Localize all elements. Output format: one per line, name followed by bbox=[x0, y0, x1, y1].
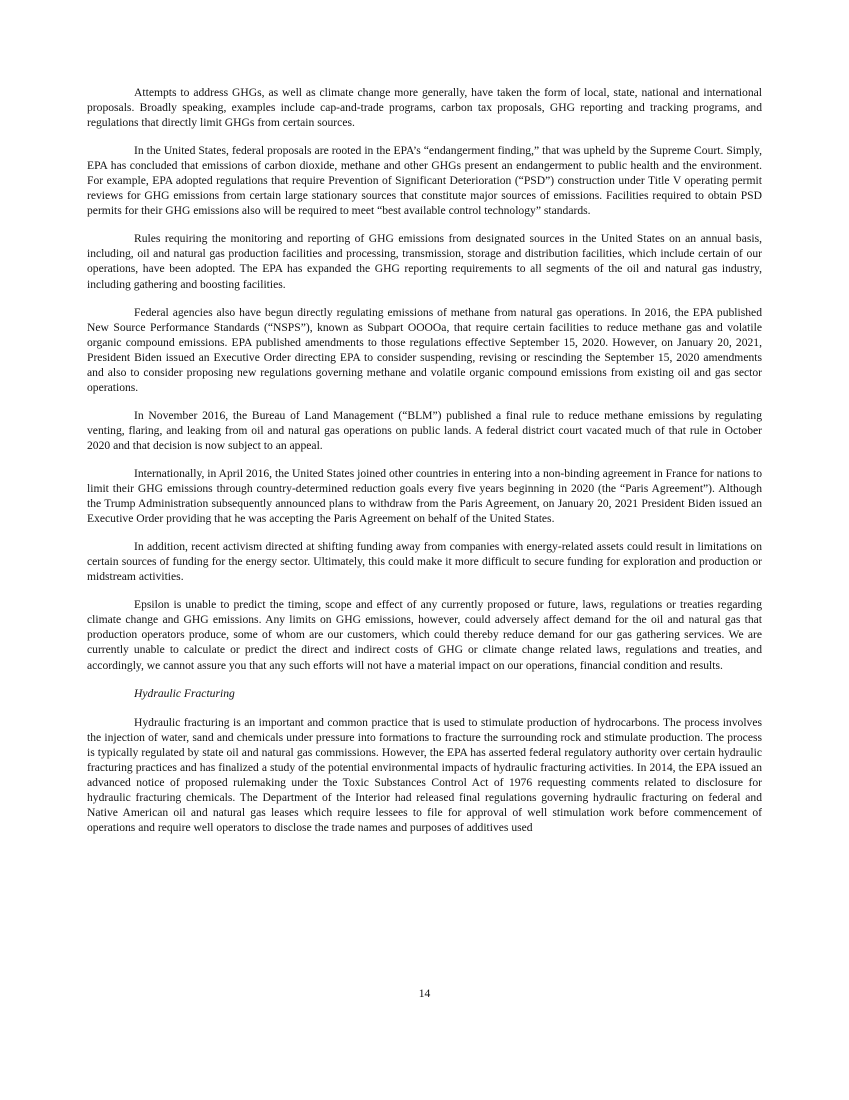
section-heading-hydraulic-fracturing: Hydraulic Fracturing bbox=[134, 686, 235, 700]
paragraph-funding-activism: In addition, recent activism directed at shifting funding away from companies with energy-related assets could result in limitations on certain sources of funding for the energy sector. Ultimately, this could make it more difficult to secure funding for exploration and production or midstream activities. bbox=[87, 540, 762, 584]
paragraph-ghg-proposals: Attempts to address GHGs, as well as climate change more generally, have taken the form of local, state, national and international proposals. Broadly speaking, examples include cap-and-trade programs, carbon tax proposals, GHG reporting and tracking programs, and regulations that directly limit GHGs from certain sources. bbox=[87, 86, 762, 130]
paragraph-epsilon-outlook: Epsilon is unable to predict the timing, scope and effect of any currently proposed or future, laws, regulations or treaties regarding climate change and GHG emissions. Any limits on GHG emissions, however, could adversely affect demand for the oil and natural gas that production operators produce, some of whom are our customers, which could thereby reduce demand for our gas gathering services. We are currently unable to calculate or predict the direct and indirect costs of GHG or climate change related laws, regulations and treaties, and accordingly, we cannot assure you that any such efforts will not have a material impact on our operations, financial condition and results. bbox=[87, 598, 762, 672]
paragraph-blm-rule: In November 2016, the Bureau of Land Management (“BLM”) published a final rule to reduce methane emissions by regulating venting, flaring, and leaking from oil and natural gas operations on public lands. A federal district court vacated much of that rule in October 2020 and that decision is now subject to an appeal. bbox=[87, 408, 762, 452]
paragraph-hydraulic-fracturing: Hydraulic fracturing is an important and common practice that is used to stimulate production of hydrocarbons. The process involves the injection of water, sand and chemicals under pressure into formations to fracture the surrounding rock and stimulate production. The process is typically regulated by state oil and natural gas commissions. However, the EPA has asserted federal regulatory authority over certain hydraulic fracturing practices and has finalized a study of the potential environmental impacts of hydraulic fracturing activities. In 2014, the EPA issued an advanced notice of proposed rulemaking under the Toxic Substances Control Act of 1976 requesting comments related to disclosure for hydraulic fracturing chemicals. The Department of the Interior had released final regulations governing hydraulic fracturing on federal and Native American oil and natural gas leases which require lessees to file for approval of well stimulation work before commencement of operations and require well operators to disclose the trade names and purposes of additives used bbox=[87, 715, 762, 834]
paragraph-paris-agreement: Internationally, in April 2016, the United States joined other countries in entering into a non-binding agreement in France for nations to limit their GHG emissions through country-determined reduction goals every five years beginning in 2020 (the “Paris Agreement”). Although the Trump Administration subsequently announced plans to withdraw from the Paris Agreement, on January 20, 2021 President Biden issued an Executive Order providing that he was accepting the Paris Agreement on behalf of the United States. bbox=[87, 466, 762, 526]
paragraph-methane-regulation: Federal agencies also have begun directly regulating emissions of methane from natural gas operations. In 2016, the EPA published New Source Performance Standards (“NSPS”), known as Subpart OOOOa, that require certain facilities to reduce methane gas and volatile organic compound emissions. EPA published amendments to those regulations effective September 15, 2020. However, on January 20, 2021, President Biden issued an Executive Order directing EPA to consider suspending, revising or rescinding the September 15, 2020 amendments and also to consider proposing new regulations governing methane and volatile organic compound emissions from existing oil and gas sector operations. bbox=[87, 305, 762, 394]
page-number: 14 bbox=[418, 987, 431, 1000]
document-page bbox=[87, 85, 762, 848]
paragraph-ghg-reporting-rules: Rules requiring the monitoring and reporting of GHG emissions from designated sources in the United States on an annual basis, including, oil and natural gas production facilities and processing, transmission, storage and distribution facilities, which include certain of our operations, have been adopted. The EPA has expanded the GHG reporting requirements to all segments of the oil and natural gas industry, including gathering and boosting facilities. bbox=[87, 232, 762, 291]
paragraph-endangerment-finding: In the United States, federal proposals are rooted in the EPA’s “endangerment finding,” that was upheld by the Supreme Court. Simply, EPA has concluded that emissions of carbon dioxide, methane and other GHGs present an endangerment to public health and the environment. For example, EPA adopted regulations that require Prevention of Significant Deterioration (“PSD”) construction under Title V operating permit reviews for GHG emissions from certain large stationary sources that constitute major sources of emissions. Facilities required to obtain PSD permits for their GHG emissions also will be required to meet “best available control technology” standards. bbox=[87, 144, 762, 218]
